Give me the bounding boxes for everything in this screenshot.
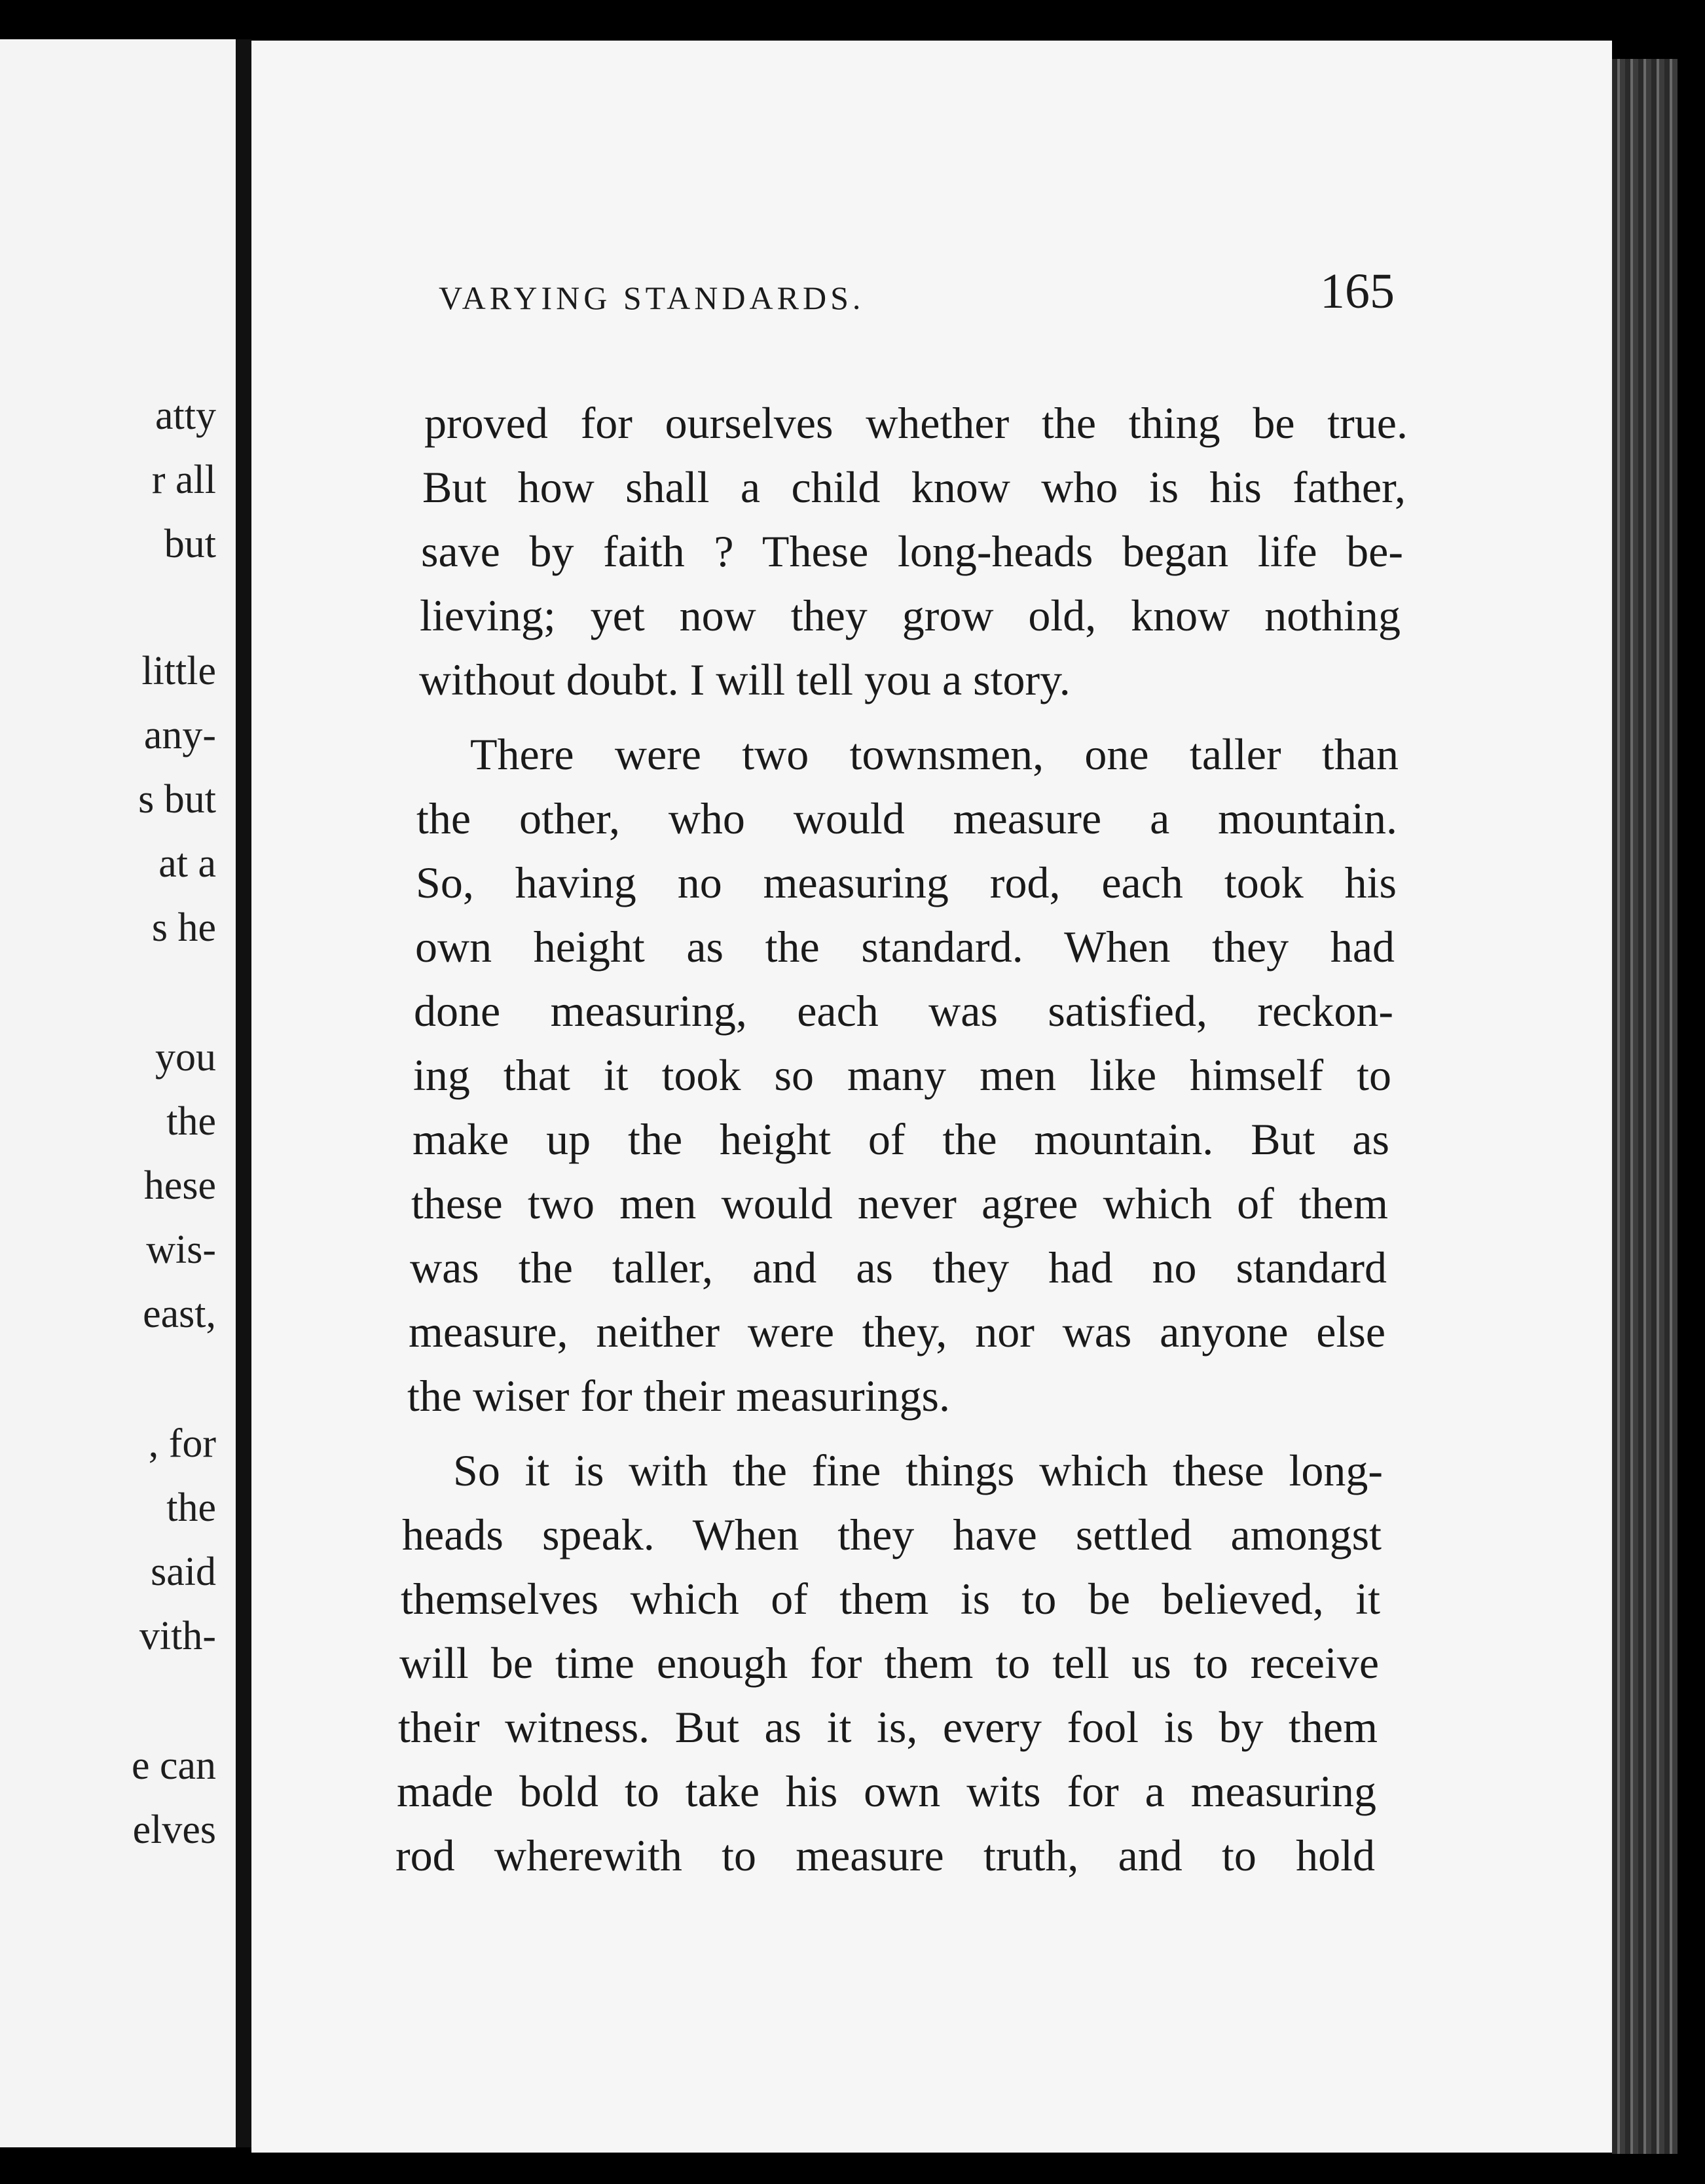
text-line: lieving; yet now they grow old, know nothing — [420, 591, 1401, 640]
text-line: ing that it took so many men like himself to — [413, 1050, 1391, 1100]
text-line: But how shall a child know who is his father, — [422, 462, 1406, 512]
text-line: themselves which of them is to be believed, it — [401, 1574, 1380, 1624]
left-page-fragment: vith- — [139, 1614, 216, 1658]
book-gutter — [236, 39, 251, 2147]
left-page-fragment: said — [151, 1550, 216, 1594]
text-line: make up the height of the mountain. But as — [412, 1114, 1389, 1164]
facing-page-left — [0, 39, 240, 2147]
text-line: measure, neither were they, nor was anyone else — [409, 1307, 1385, 1356]
left-page-fragment: atty — [155, 393, 216, 438]
left-page-fragment: you — [155, 1035, 216, 1080]
left-page-fragment: s he — [151, 905, 216, 950]
left-page-fragment: the — [166, 1099, 216, 1144]
text-line: these two men would never agree which of them — [411, 1178, 1388, 1228]
left-page-fragment: hese — [143, 1163, 216, 1208]
text-line: without doubt. I will tell you a story. — [419, 655, 1071, 704]
left-page-fragment: r all — [151, 458, 216, 502]
left-page-fragment: east, — [143, 1292, 216, 1336]
text-line: save by faith ? These long-heads began life be- — [421, 526, 1403, 576]
left-page-fragment: the — [166, 1485, 216, 1530]
text-line: own height as the standard. When they had — [415, 922, 1395, 972]
text-line: So, having no measuring rod, each took his — [416, 858, 1397, 907]
left-page-fragment: e can — [131, 1743, 216, 1788]
text-line: proved for ourselves whether the thing be true. — [424, 398, 1408, 448]
left-page-fragment: little — [141, 649, 216, 693]
left-page-fragment: s but — [138, 777, 216, 822]
left-page-fragment: wis- — [146, 1228, 216, 1272]
text-line: So it is with the fine things which these long- — [453, 1446, 1383, 1495]
left-page-fragment: but — [164, 522, 216, 566]
left-page-fragment: elves — [132, 1808, 216, 1852]
text-line: rod wherewith to measure truth, and to hold — [395, 1830, 1375, 1880]
text-line: heads speak. When they have settled amongst — [402, 1510, 1382, 1559]
running-title: VARYING STANDARDS. — [439, 280, 865, 316]
text-line: was the taller, and as they had no standard — [410, 1243, 1387, 1292]
text-line: will be time enough for them to tell us to receive — [399, 1638, 1379, 1688]
left-page-fragment: any- — [143, 713, 216, 757]
text-line: the other, who would measure a mountain. — [416, 793, 1397, 843]
text-line: There were two townsmen, one taller than — [470, 729, 1399, 779]
page-number: 165 — [1320, 264, 1395, 319]
text-line: done measuring, each was satisfied, reckon- — [414, 986, 1393, 1036]
text-line: their witness. But as it is, every fool is by them — [398, 1702, 1378, 1752]
left-page-fragment: at a — [158, 841, 216, 886]
left-page-fragment: , for — [148, 1421, 216, 1466]
text-line: made bold to take his own wits for a measuring — [397, 1766, 1376, 1816]
text-line: the wiser for their measurings. — [407, 1371, 950, 1421]
page-edges — [1612, 59, 1678, 2154]
